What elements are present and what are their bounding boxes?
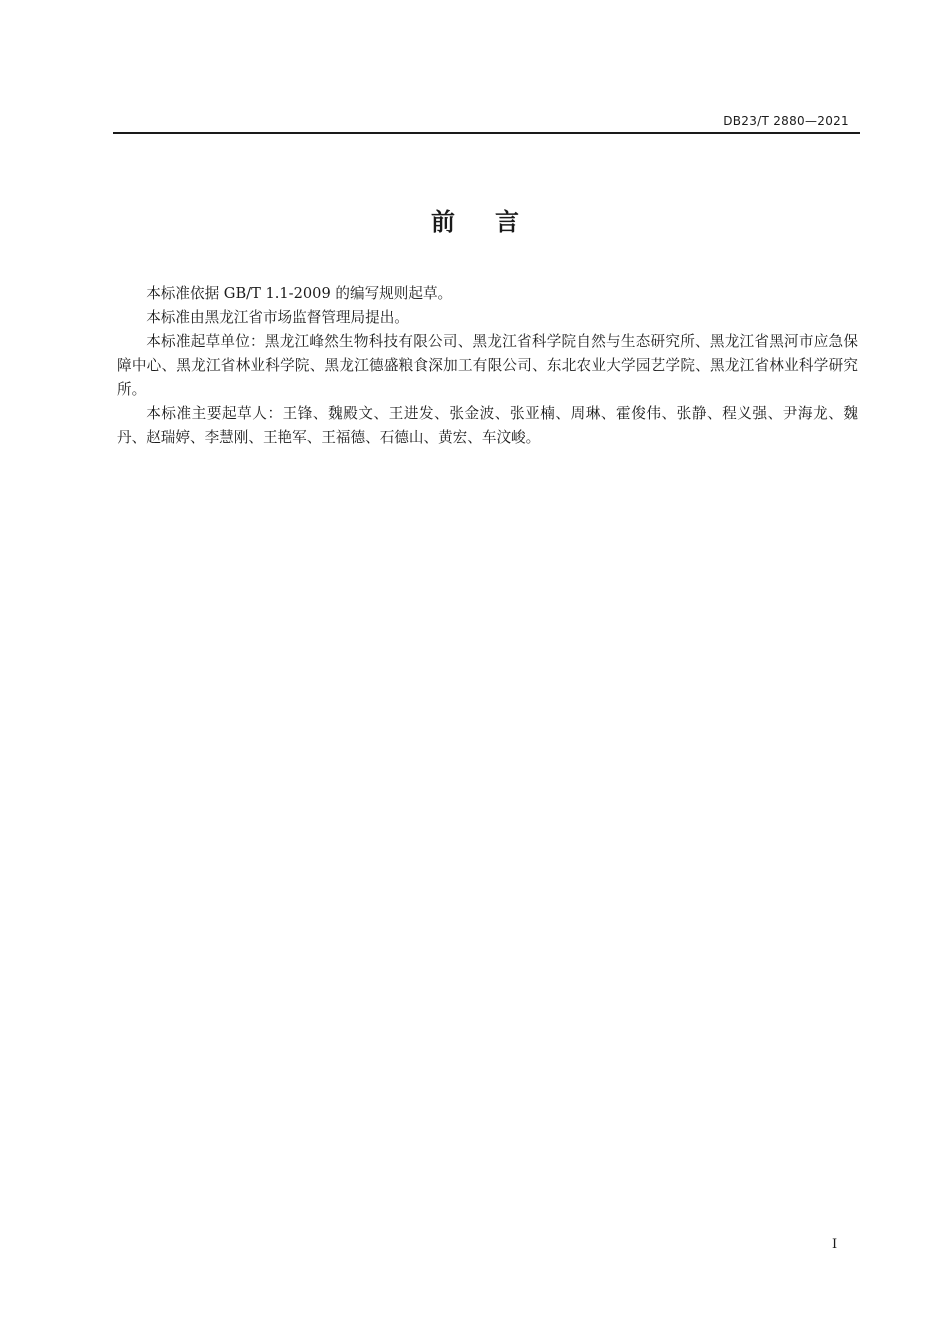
paragraph-proposer: 本标准由黑龙江省市场监督管理局提出。 (146, 309, 409, 326)
page-title (0, 202, 950, 237)
page-number: I (832, 1237, 838, 1252)
foreword-body (117, 282, 858, 450)
paragraph-drafting-rules: 本标准依据 GB/T 1.1-2009 的编写规则起草。 (146, 285, 453, 302)
title-char-1: 前 (431, 208, 455, 236)
paragraph-drafting-units: 本标准起草单位：黑龙江峰然生物科技有限公司、黑龙江省科学院自然与生态研究所、黑龙江省黑河市应急保障中心、黑龙江省林业科学院、黑龙江德盛粮食深加工有限公司、东北农业大学园艺学院、黑龙江省林业科学研究所。 (117, 333, 858, 398)
standard-code: DB23/T 2880—2021 (723, 114, 849, 128)
header-divider (113, 132, 860, 134)
title-char-2: 言 (495, 208, 519, 236)
paragraph-drafters: 本标准主要起草人：王锋、魏殿文、王进发、张金波、张亚楠、周琳、霍俊伟、张静、程义强、尹海龙、魏丹、赵瑞婷、李慧刚、王艳军、王福德、石德山、黄宏、车汶峻。 (117, 405, 858, 446)
